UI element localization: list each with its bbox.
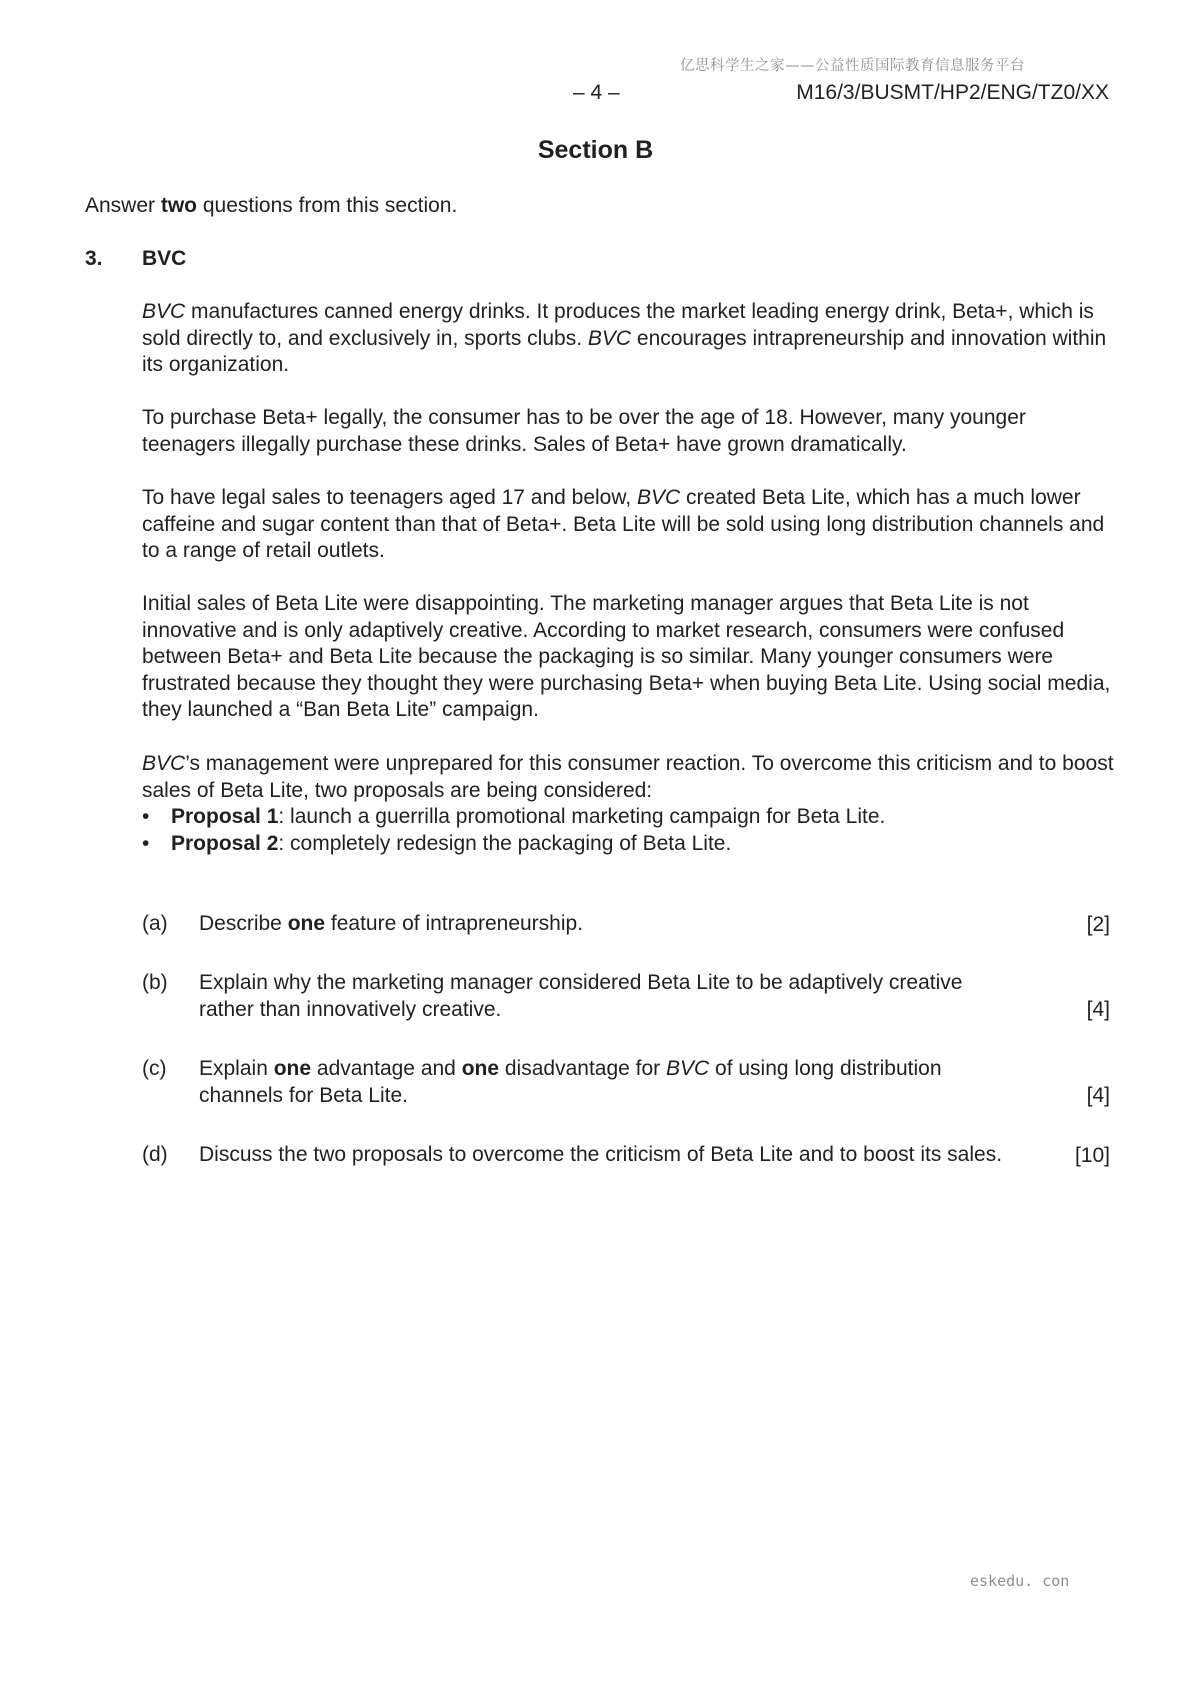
subquestion-text: Discuss the two proposals to overcome the criticism of Beta Lite and to boost its sales. bbox=[199, 1143, 1003, 1166]
subquestion-b bbox=[142, 970, 1110, 1023]
subquestion-marks: [4] bbox=[1086, 1083, 1110, 1107]
subquestion-d bbox=[142, 1142, 1110, 1169]
case-paragraph-4: Initial sales of Beta Lite were disappointing. The marketing manager argues that Beta Lite is not innovative and is only adaptively creative. According to market research, consumers were confused between Beta+ and Beta Lite because the packaging is so similar. Many younger consumers were frustrated because they thought they were purchasing Beta+ when buying Beta Lite. Using social media, they launched a “Ban Beta Lite” campaign. bbox=[142, 592, 1111, 721]
bullet-icon: • bbox=[142, 805, 150, 828]
case-paragraph-3: To have legal sales to teenagers aged 17 and below, BVC created Beta Lite, which has a much lower caffeine and sugar content than that of Beta+. Beta Lite will be sold using long distribution channels and to a range of retail outlets. bbox=[142, 486, 1105, 562]
case-paragraph-2: To purchase Beta+ legally, the consumer has to be over the age of 18. However, many younger teenagers illegally purchase these drinks. Sales of Beta+ have grown dramatically. bbox=[142, 406, 1026, 456]
header-watermark: 亿思科学生之家——公益性质国际教育信息服务平台 bbox=[680, 58, 1025, 74]
question-title: BVC bbox=[142, 247, 187, 270]
proposal-list bbox=[142, 804, 1117, 857]
subquestion-text: Explain why the marketing manager considered Beta Lite to be adaptively creative rather than innovatively creative. bbox=[199, 971, 963, 1021]
subquestion-text: Explain one advantage and one disadvantage for BVC of using long distribution channels for Beta Lite. bbox=[199, 1057, 942, 1107]
subquestion-marks: [2] bbox=[1086, 912, 1110, 936]
case-paragraph-1: BVC manufactures canned energy drinks. It produces the market leading energy drink, Beta+, which is sold directly to, and exclusively in, sports clubs. BVC encourages intrapreneurship and innovation within its organization. bbox=[142, 300, 1107, 376]
subquestion-a bbox=[142, 911, 1110, 938]
paper-code: M16/3/BUSMT/HP2/ENG/TZ0/XX bbox=[796, 81, 1109, 104]
footer-watermark: eskedu. con bbox=[970, 1572, 1070, 1590]
section-instructions: Answer two questions from this section. bbox=[85, 194, 458, 217]
subquestion-text: Describe one feature of intrapreneurship. bbox=[199, 912, 584, 935]
subquestion-label: (c) bbox=[142, 1057, 167, 1080]
subquestion-label: (a) bbox=[142, 912, 168, 935]
subquestion-c bbox=[142, 1056, 1110, 1109]
bullet-icon: • bbox=[142, 831, 150, 855]
proposal-item: • Proposal 2: completely redesign the packaging of Beta Lite. bbox=[142, 831, 1117, 858]
subquestion-marks: [4] bbox=[1086, 997, 1110, 1021]
subquestion-label: (b) bbox=[142, 971, 168, 994]
proposal-item: • Proposal 1: launch a guerrilla promotional marketing campaign for Beta Lite. bbox=[142, 804, 1117, 831]
question-number: 3. bbox=[85, 247, 103, 270]
subquestion-label: (d) bbox=[142, 1143, 168, 1166]
case-paragraph-5: BVC’s management were unprepared for this consumer reaction. To overcome this criticism and to boost sales of Beta Lite, two proposals are being considered: bbox=[142, 752, 1114, 802]
section-title: Section B bbox=[537, 136, 654, 164]
subquestion-marks: [10] bbox=[1074, 1143, 1110, 1167]
page-number: – 4 – bbox=[573, 81, 620, 104]
